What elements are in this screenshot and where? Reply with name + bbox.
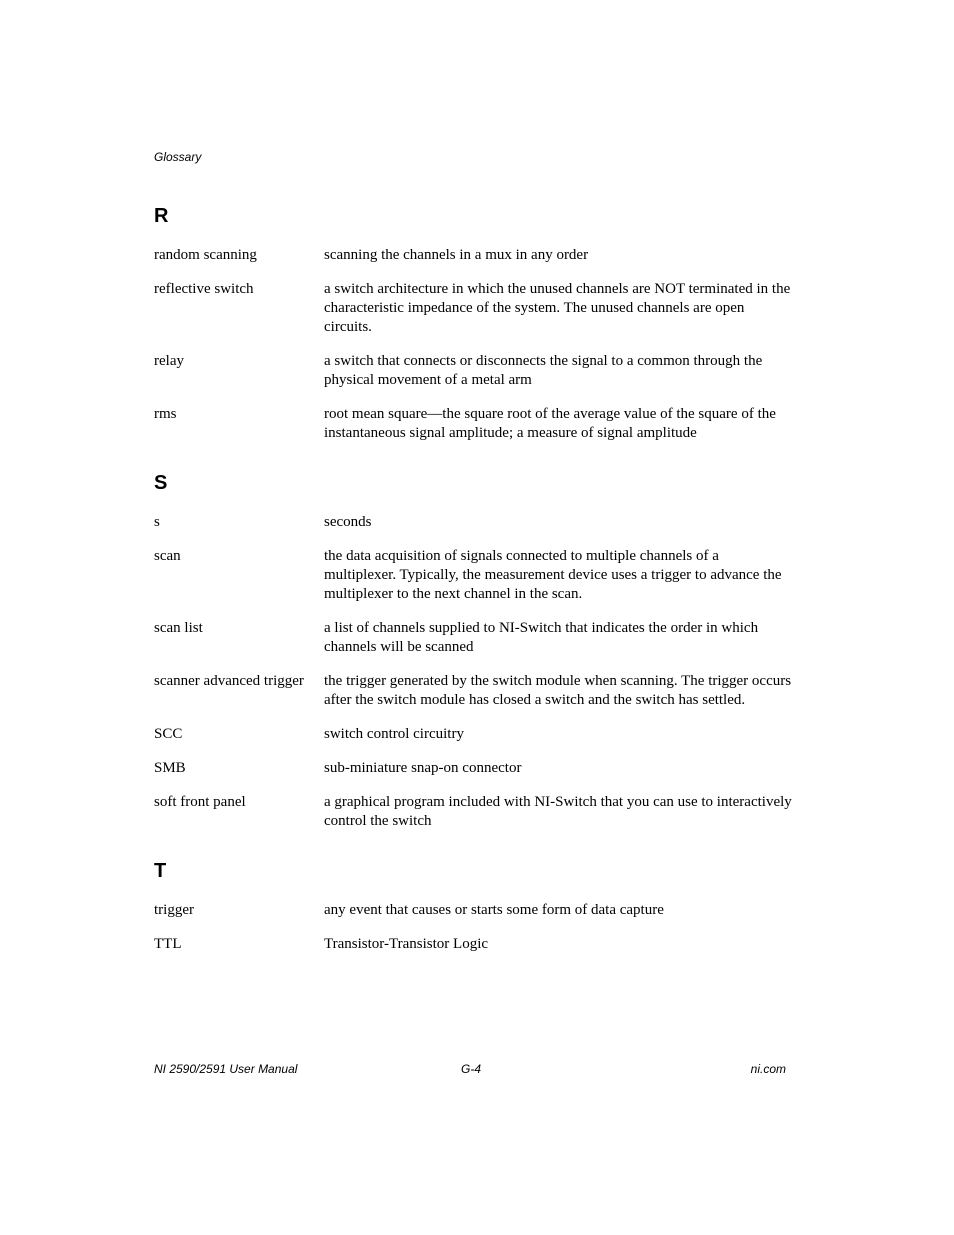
glossary-entry [154,280,794,337]
glossary-term: TTL [154,936,182,952]
glossary-term: random scanning [154,247,257,263]
glossary-term: s [154,514,160,530]
glossary-definition: a graphical program included with NI-Switch that you can use to interactively control the switch [324,794,792,829]
glossary-entry [154,759,794,778]
glossary-entry [154,513,794,532]
glossary-definition: sub-miniature snap-on connector [324,760,522,776]
glossary-definition: root mean square—the square root of the average value of the square of the instantaneous signal amplitude; a measure of signal amplitude [324,406,776,441]
glossary-term: SCC [154,726,183,742]
glossary-entry [154,352,794,390]
glossary-definition: a list of channels supplied to NI-Switch that indicates the order in which channels will be scanned [324,620,759,655]
glossary-definition: any event that causes or starts some form of data capture [324,902,664,918]
glossary-term: rms [154,406,177,422]
glossary-section-r [154,203,794,443]
glossary-section-s [154,470,794,831]
glossary-definition: switch control circuitry [324,726,464,742]
footer-page-number: G-4 [461,1062,482,1076]
glossary-section-t [154,858,794,954]
glossary-definition: seconds [324,514,372,530]
glossary-definition: the data acquisition of signals connected to multiple channels of a multiplexer. Typically, the measurement device uses a trigger to advance the multiplexer to the next channel in the scan. [324,548,782,602]
footer-manual-title: NI 2590/2591 User Manual [154,1062,298,1076]
section-letter: R [154,205,169,227]
glossary-entry [154,725,794,744]
glossary-term: SMB [154,760,186,776]
glossary-definition: a switch architecture in which the unused channels are NOT terminated in the characteristic impedance of the system. The unused channels are open circuits. [324,281,791,335]
glossary-entry [154,405,794,443]
glossary-entry [154,935,794,954]
glossary-entry [154,901,794,920]
glossary-entry [154,547,794,604]
glossary-term: soft front panel [154,794,246,810]
glossary-definition: scanning the channels in a mux in any order [324,247,589,263]
glossary-entry [154,246,794,265]
section-letter: S [154,472,168,494]
glossary-entry [154,793,794,831]
glossary-definition: the trigger generated by the switch module when scanning. The trigger occurs after the switch module has closed a switch and the switch has settled. [324,673,792,708]
glossary-term: trigger [154,902,194,918]
glossary-term: relay [154,353,184,369]
glossary-entry [154,672,794,710]
glossary-term: reflective switch [154,281,254,297]
glossary-definition: a switch that connects or disconnects the signal to a common through the physical movement of a metal arm [324,353,763,388]
footer-website: ni.com [750,1062,786,1076]
glossary-term: scanner advanced trigger [154,673,304,689]
glossary-content [154,203,794,981]
glossary-entry [154,619,794,657]
glossary-definition: Transistor-Transistor Logic [324,936,489,952]
running-head: Glossary [154,150,202,164]
glossary-term: scan list [154,620,203,636]
glossary-term: scan [154,548,181,564]
section-letter: T [154,860,167,882]
